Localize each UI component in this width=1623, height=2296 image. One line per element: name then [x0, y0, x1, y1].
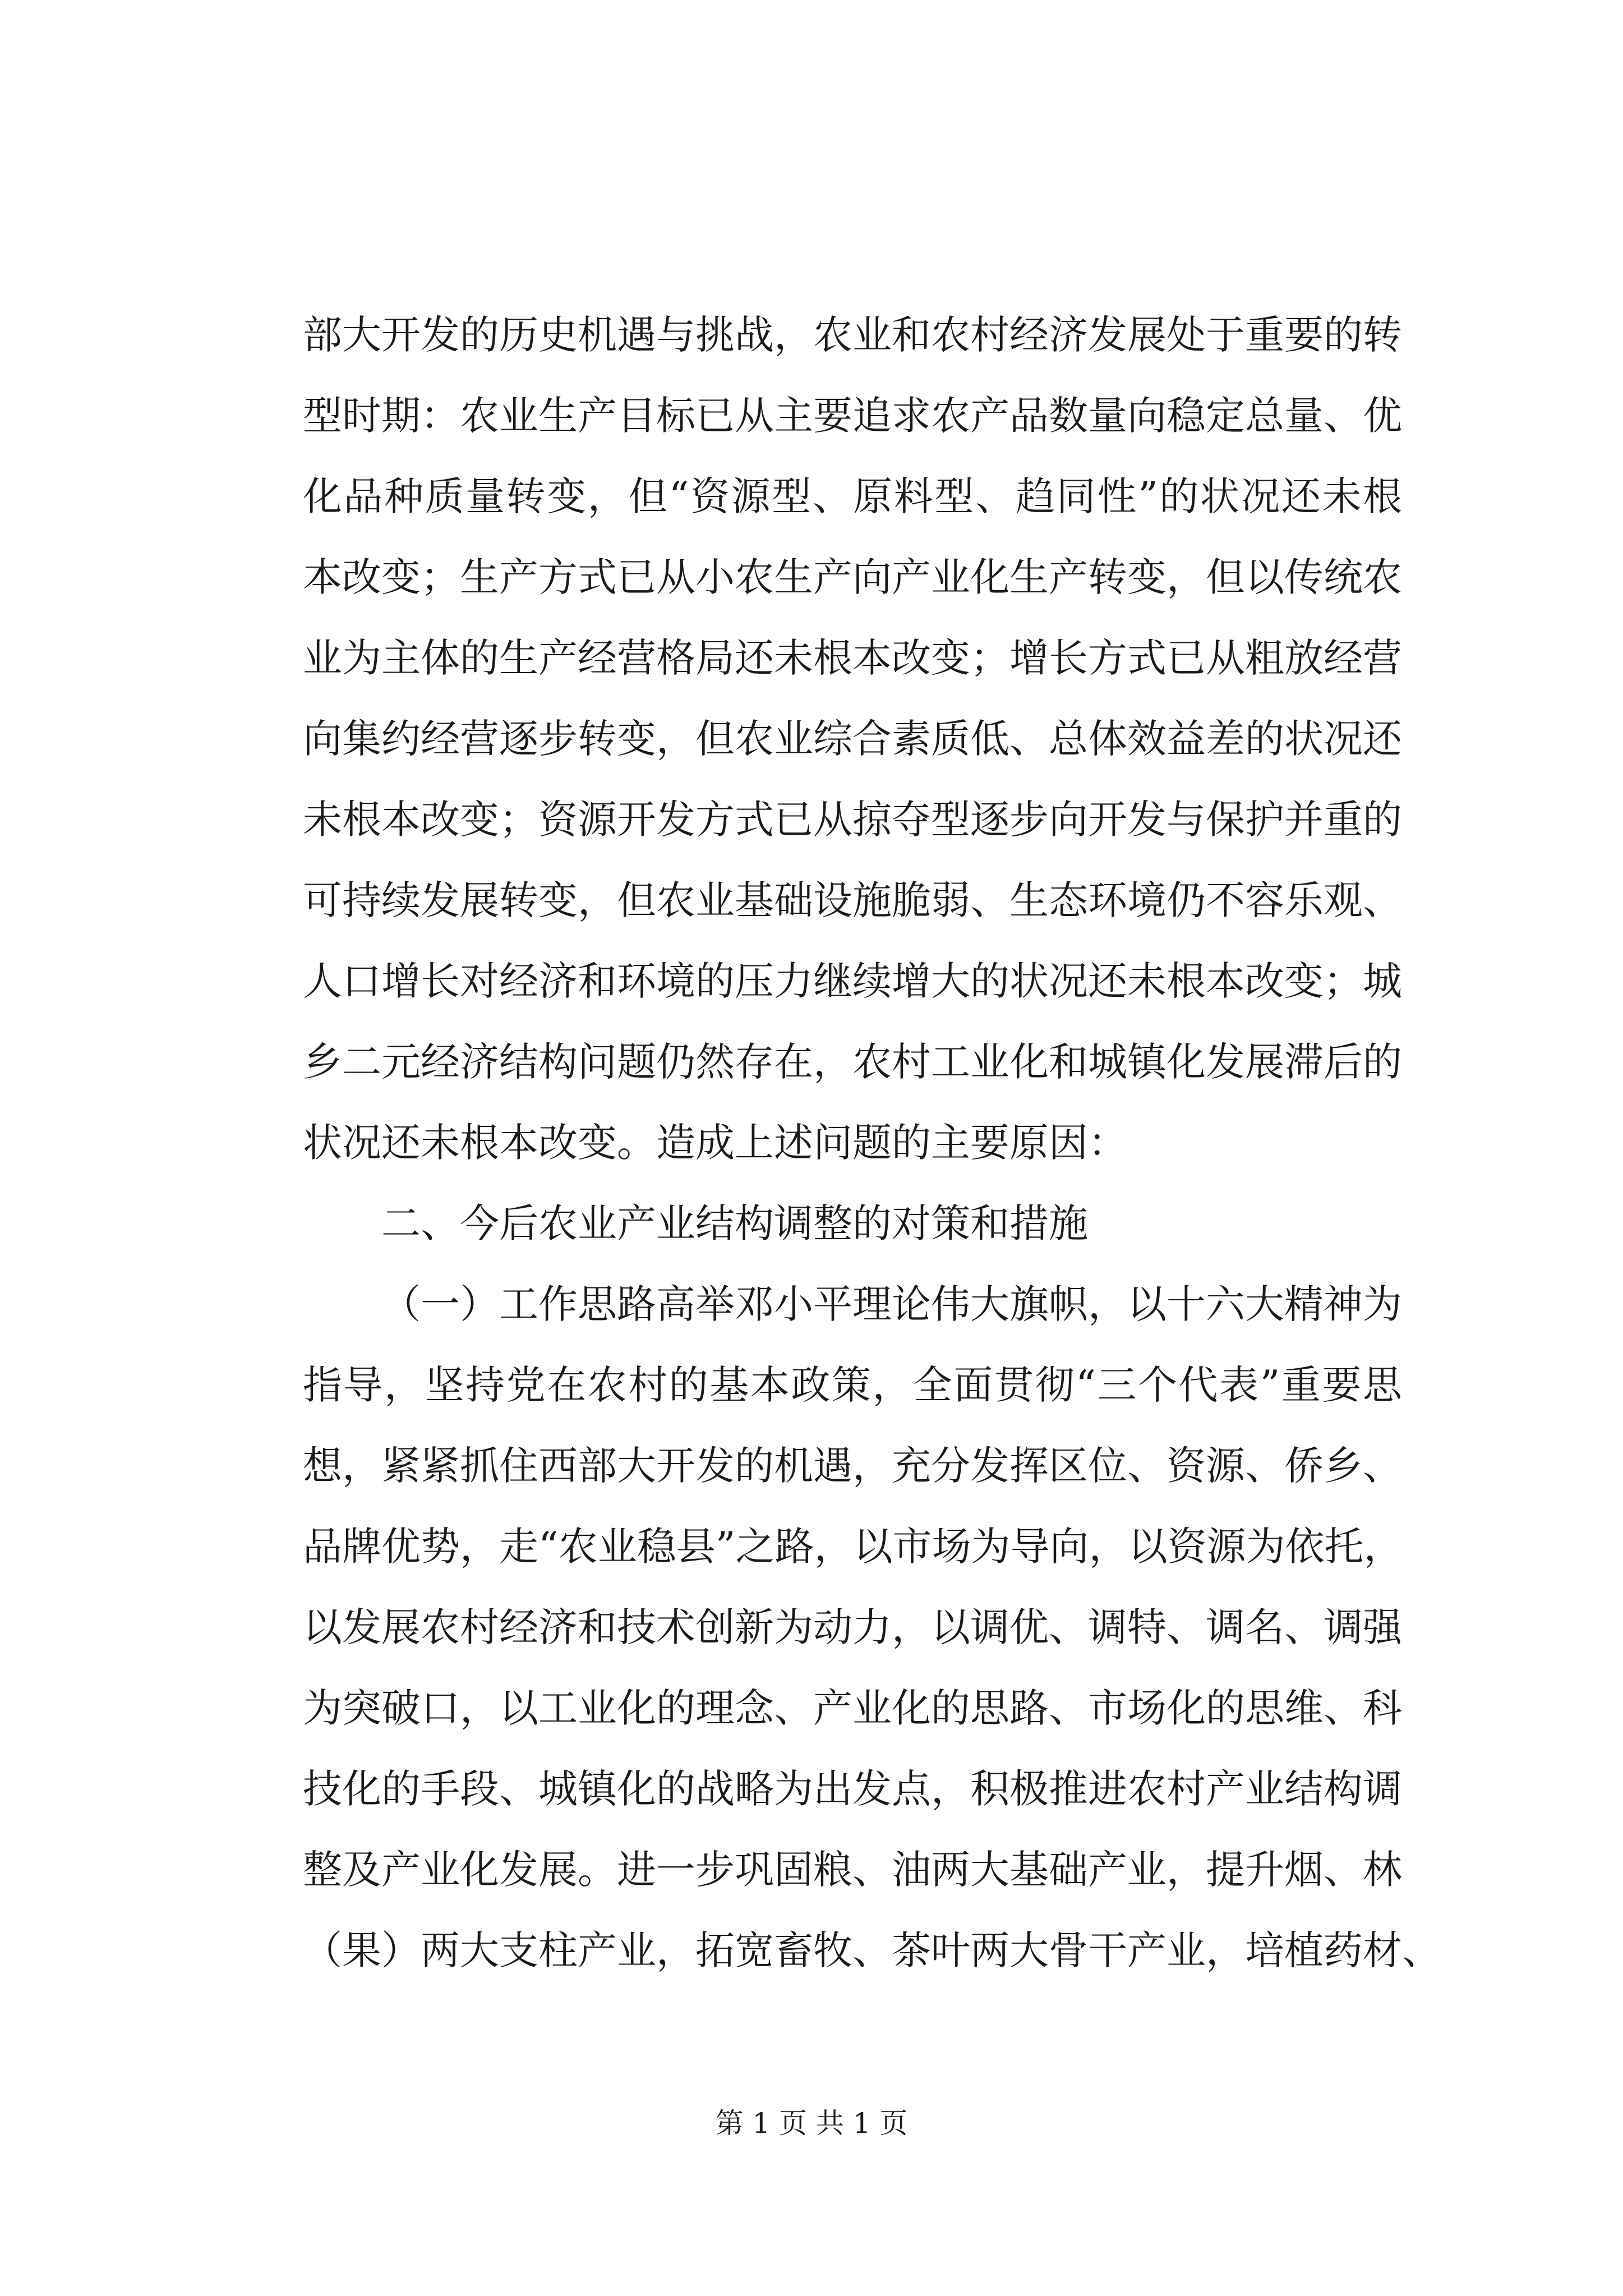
text-line: 以发展农村经济和技术创新为动力，以调优、调特、调名、调强: [303, 1604, 1402, 1650]
text-line: 状况还未根本改变。造成上述问题的主要原因：: [303, 1120, 1127, 1166]
text-line: 本改变；生产方式已从小农生产向产业化生产转变，但以传统农: [303, 554, 1402, 600]
section-heading: 二、今后农业产业结构调整的对策和措施: [381, 1200, 1088, 1246]
text-line: （一）工作思路高举邓小平理论伟大旗帜，以十六大精神为: [381, 1281, 1402, 1327]
text-line: 为突破口，以工业化的理念、产业化的思路、市场化的思维、科: [303, 1685, 1402, 1731]
text-line: 型时期：农业生产目标已从主要追求农产品数量向稳定总量、优: [303, 393, 1402, 439]
body-text: [303, 295, 1441, 1991]
text-line: 乡二元经济结构问题仍然存在，农村工业化和城镇化发展滞后的: [303, 1039, 1402, 1085]
text-line: 品牌优势，走“农业稳县”之路，以市场为导向，以资源为依托，: [303, 1524, 1403, 1570]
text-line: 指导，坚持党在农村的基本政策，全面贯彻“三个代表”重要思: [303, 1362, 1402, 1408]
page-footer: 第 1 页 共 1 页: [715, 2107, 908, 2139]
text-line: 向集约经营逐步转变，但农业综合素质低、总体效益差的状况还: [303, 716, 1402, 762]
text-line: 部大开发的历史机遇与挑战，农业和农村经济发展处于重要的转: [303, 312, 1402, 358]
text-line: 业为主体的生产经营格局还未根本改变；增长方式已从粗放经营: [303, 635, 1402, 681]
text-line: 整及产业化发展。进一步巩固粮、油两大基础产业，提升烟、林: [303, 1847, 1402, 1893]
text-line: 技化的手段、城镇化的战略为出发点，积极推进农村产业结构调: [303, 1766, 1402, 1812]
text-line: 未根本改变；资源开发方式已从掠夺型逐步向开发与保护并重的: [303, 797, 1402, 843]
text-line: 可持续发展转变，但农业基础设施脆弱、生态环境仍不容乐观、: [303, 877, 1402, 923]
text-line: 想，紧紧抓住西部大开发的机遇，充分发挥区位、资源、侨乡、: [303, 1443, 1402, 1489]
text-line: 化品种质量转变，但“资源型、原料型、趋同性”的状况还未根: [303, 473, 1402, 519]
text-line: （果）两大支柱产业，拓宽畜牧、茶叶两大骨干产业，培植药材、: [303, 1927, 1441, 1973]
text-line: 人口增长对经济和环境的压力继续增大的状况还未根本改变；城: [303, 958, 1402, 1004]
